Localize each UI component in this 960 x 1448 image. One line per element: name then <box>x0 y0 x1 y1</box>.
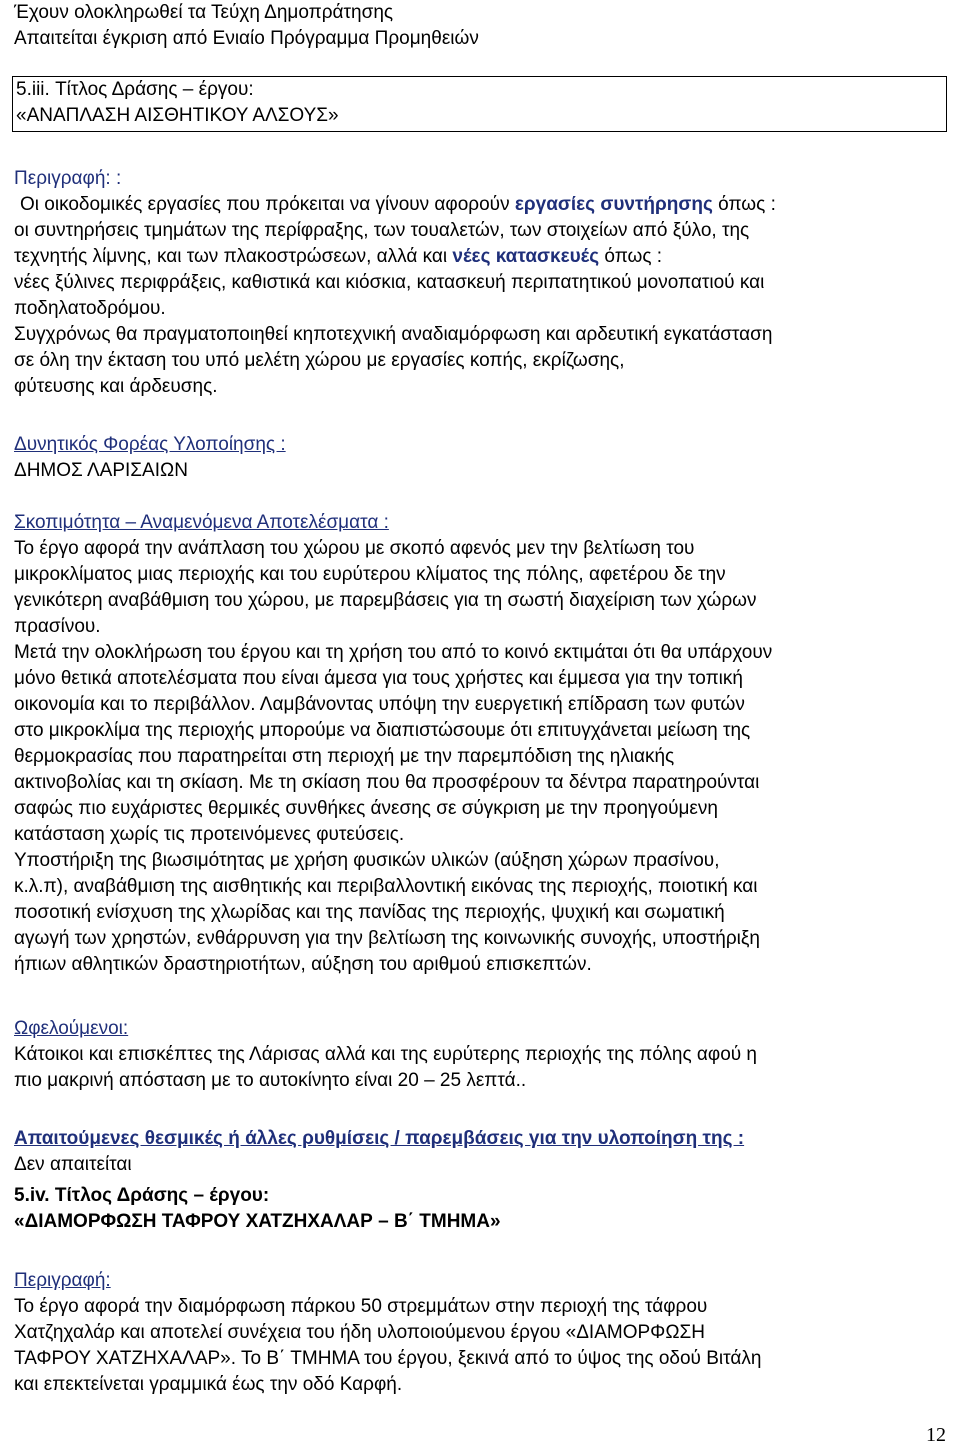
action-iv-title-line-1: 5.iv. Τίτλος Δράσης – έργου: <box>14 1185 270 1206</box>
description-line-7: σε όλη την έκταση του υπό μελέτη χώρου με εργασίες κοπής, εκρίζωσης, <box>14 350 625 371</box>
text-line: Χατζηχαλάρ και αποτελεί συνέχεια του ήδη υλοποιούμενου έργου «ΔΙΑΜΟΡΦΩΣΗ <box>14 1322 705 1343</box>
description-heading: Περιγραφή: : <box>14 168 122 189</box>
text-line: και επεκτείνεται γραμμικά έως την οδό Καρφή. <box>14 1374 403 1395</box>
text-line: αγωγή των χρηστών, ενθάρρυνση για την βελτίωση της κοινωνικής συνοχής, υποστήριξη <box>14 928 760 949</box>
description-emphasis: νέες κατασκευές <box>452 246 600 267</box>
beneficiaries-heading: Ωφελούμενοι: <box>14 1018 129 1039</box>
text-line: κ.λ.π), αναβάθμιση της αισθητικής και περιβαλλοντική εικόνας της περιοχής, ποιοτική και <box>14 876 758 897</box>
text-line: Το έργο αφορά την διαμόρφωση πάρκου 50 στρεμμάτων στην περιοχή της τάφρου <box>14 1296 708 1317</box>
text-line: Μετά την ολοκλήρωση του έργου και τη χρήση του από το κοινό εκτιμάται ότι θα υπάρχουν <box>14 642 773 663</box>
text-line: ήπιων αθλητικών δραστηριοτήτων, αύξηση του αριθμού επισκεπτών. <box>14 954 592 975</box>
description-line-6: Συγχρόνως θα πραγματοποιηθεί κηποτεχνική αναδιαμόρφωση και αρδευτική εγκατάσταση <box>14 324 773 345</box>
description-line-1 <box>14 192 944 218</box>
text-line: ακτινοβολίας και τη σκίαση. Με τη σκίαση που θα προσφέρουν τα δέντρα παρατηρούνται <box>14 772 760 793</box>
action-iii-title-line-1: 5.iii. Τίτλος Δράσης – έργου: <box>16 79 254 100</box>
top-note-line-1: Έχουν ολοκληρωθεί τα Τεύχη Δημοπράτησης <box>14 2 394 23</box>
page-number: 12 <box>926 1424 946 1446</box>
text-line: σαφώς πιο ευχάριστες θερμικές συνθήκες άνεσης σε σύγκριση με την προηγούμενη <box>14 798 718 819</box>
description-emphasis: εργασίες συντήρησης <box>514 194 713 215</box>
text-line: θερμοκρασίας που παρατηρείται στη περιοχή με την παρεμπόδιση της ηλιακής <box>14 746 675 767</box>
purpose-section <box>14 510 944 978</box>
text-line: ΤΑΦΡΟΥ ΧΑΤΖΗΧΑΛΑΡ». Το Β΄ ΤΜΗΜΑ του έργου, ξεκινά από το ύψος της οδού Βιτάλη <box>14 1348 762 1369</box>
requirements-value: Δεν απαιτείται <box>14 1154 132 1175</box>
text-line: Υποστήριξη της βιωσιμότητας με χρήση φυσικών υλικών (αύξηση χώρων πρασίνου, <box>14 850 720 871</box>
description-text: όπως : <box>599 246 663 267</box>
description-line-8: φύτευσης και άρδευσης. <box>14 376 218 397</box>
implementing-body-section <box>14 432 944 484</box>
text-line: πιο μακρινή απόσταση με το αυτοκίνητο είναι 20 – 25 λεπτά.. <box>14 1070 527 1091</box>
requirements-heading: Απαιτούμενες θεσμικές ή άλλες ρυθμίσεις / παρεμβάσεις για την υλοποίηση της : <box>14 1128 745 1149</box>
top-note-line-2: Απαιτείται έγκριση από Ενιαίο Πρόγραμμα Προμηθειών <box>14 28 479 49</box>
action-iv-title <box>14 1183 944 1235</box>
action-iv-description-heading: Περιγραφή: <box>14 1270 111 1291</box>
text-line: Το έργο αφορά την ανάπλαση του χώρου με σκοπό αφενός μεν την βελτίωση του <box>14 538 695 559</box>
text-line: ποσοτική ενίσχυση της χλωρίδας και της πανίδας της περιοχής, ψυχική και σωματική <box>14 902 725 923</box>
text-line: γενικότερη αναβάθμιση του χώρου, με παρεμβάσεις για τη σωστή διαχείριση των χώρων <box>14 590 757 611</box>
text-line: στο μικροκλίμα της περιοχής μπορούμε να διαπιστώσουμε ότι επιτυγχάνεται μείωση της <box>14 720 751 741</box>
action-iii-title-line-2: «ΑΝΑΠΛΑΣΗ ΑΙΣΘΗΤΙΚΟΥ ΑΛΣΟΥΣ» <box>16 105 339 126</box>
text-line: κατάσταση χωρίς τις προτεινόμενες φυτεύσεις. <box>14 824 405 845</box>
requirements-section <box>14 1126 944 1178</box>
purpose-body <box>14 536 944 978</box>
text-line: μικροκλίματος μιας περιοχής και του ευρύτερου κλίματος της πόλης, αφετέρου δε την <box>14 564 726 585</box>
description-text: τεχνητής λίμνης, και των πλακοστρώσεων, αλλά και <box>14 246 453 267</box>
action-iv-description-section <box>14 1268 944 1398</box>
description-text: όπως : <box>712 194 776 215</box>
description-line-4: νέες ξύλινες περιφράξεις, καθιστικά και κιόσκια, κατασκευή περιπατητικού μονοπατιού και <box>14 272 765 293</box>
beneficiaries-section <box>14 1016 944 1094</box>
text-line: Κάτοικοι και επισκέπτες της Λάρισας αλλά και της ευρύτερης περιοχής της πόλης αφού η <box>14 1044 758 1065</box>
text-line: μόνο θετικά αποτελέσματα που είναι άμεσα για τους χρήστες και έμμεσα για την τοπική <box>14 668 743 689</box>
text-line: πρασίνου. <box>14 616 101 637</box>
description-text: Οι οικοδομικές εργασίες που πρόκειται να γίνουν αφορούν <box>20 194 515 215</box>
purpose-heading: Σκοπιμότητα – Αναμενόμενα Αποτελέσματα : <box>14 512 389 533</box>
beneficiaries-body <box>14 1042 944 1094</box>
description-line-5: ποδηλατοδρόμου. <box>14 298 166 319</box>
description-line-3 <box>14 244 944 270</box>
action-iv-title-line-2: «ΔΙΑΜΟΡΦΩΣΗ ΤΑΦΡΟΥ ΧΑΤΖΗΧΑΛΑΡ – Β΄ ΤΜΗΜΑ» <box>14 1211 501 1232</box>
action-iv-description-body <box>14 1294 944 1398</box>
description-line-2: οι συντηρήσεις τμημάτων της περίφραξης, των τουαλετών, των στοιχείων από ξύλο, της <box>14 220 750 241</box>
text-line: οικονομία και το περιβάλλον. Λαμβάνοντας υπόψη την ευεργετική επίδραση των φυτών <box>14 694 745 715</box>
implementing-body-heading: Δυνητικός Φορέας Υλοποίησης : <box>14 434 286 455</box>
implementing-body-value: ΔΗΜΟΣ ΛΑΡΙΣΑΙΩΝ <box>14 460 188 481</box>
description-section <box>14 166 944 400</box>
top-notes <box>14 0 944 52</box>
action-iii-title <box>14 77 934 129</box>
